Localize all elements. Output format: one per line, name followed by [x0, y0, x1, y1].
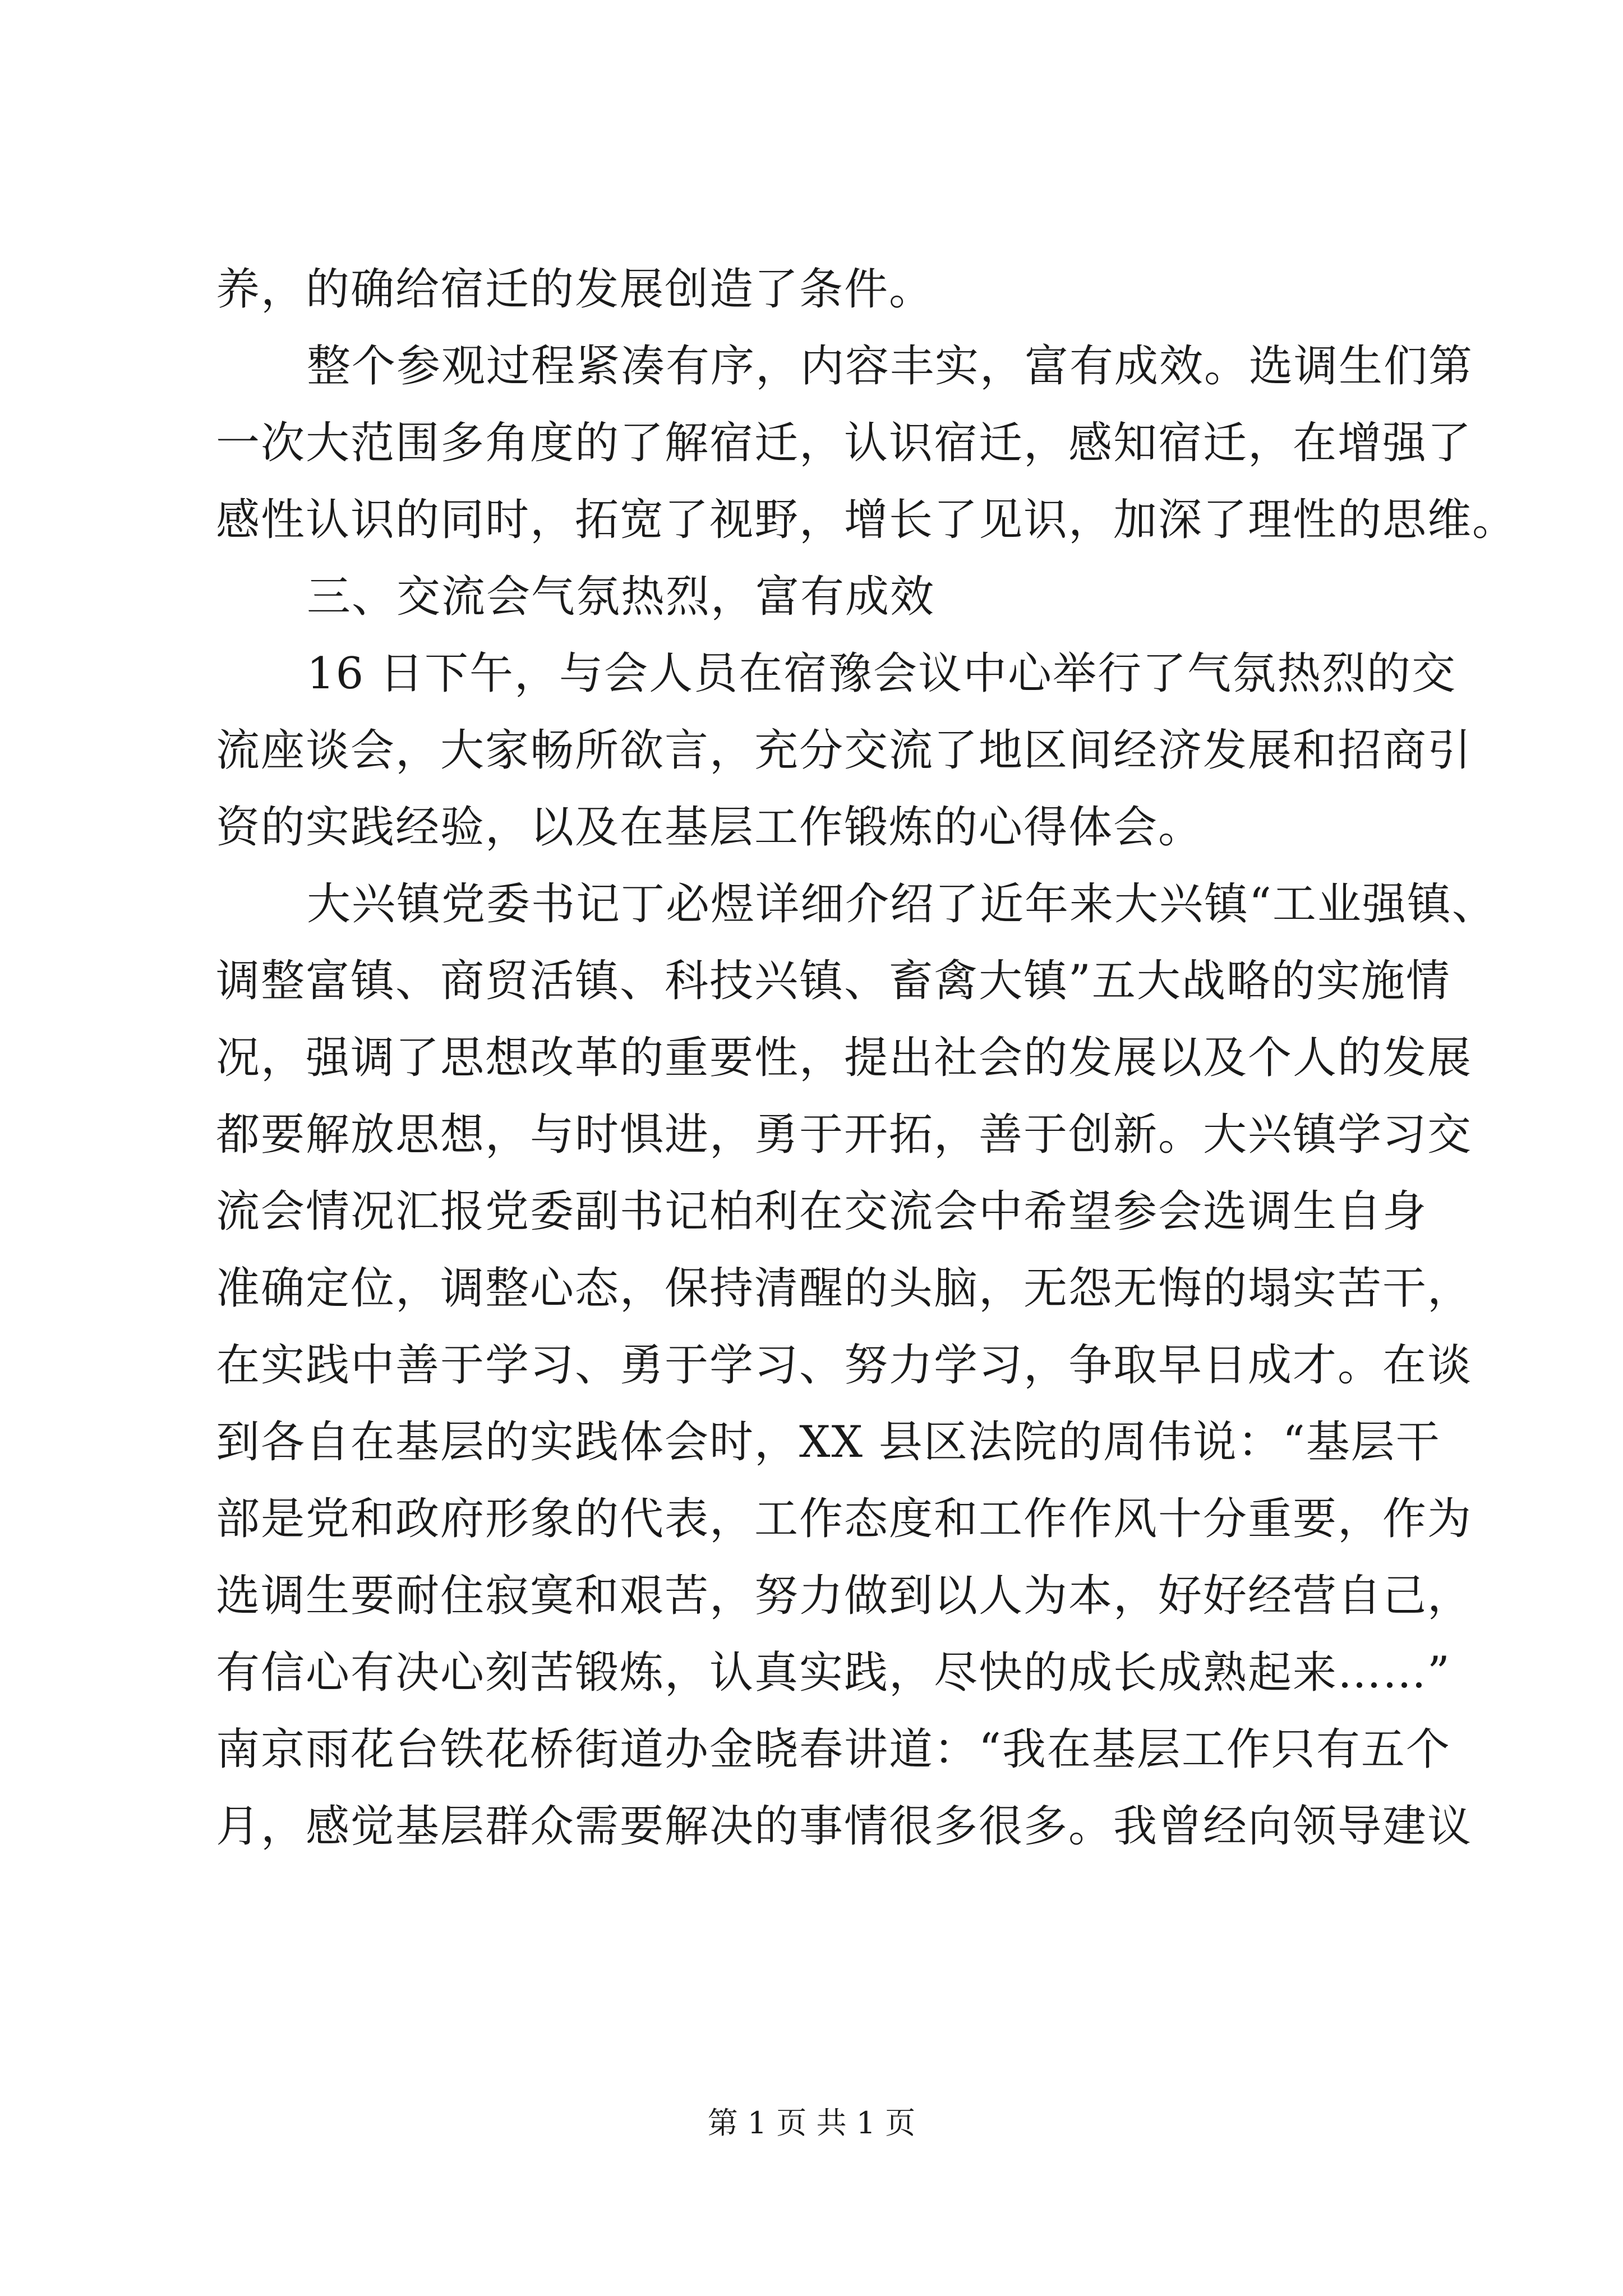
text-line: 月，感觉基层群众需要解决的事情很多很多。我曾经向领导建议 — [216, 1801, 1473, 1852]
text-line: 流座谈会，大家畅所欲言，充分交流了地区间经济发展和招商引 — [216, 725, 1473, 776]
text-line: 整个参观过程紧凑有序，内容丰实，富有成效。选调生们第 — [307, 341, 1474, 392]
text-line: 在实践中善于学习、勇于学习、努力学习，争取早日成才。在谈 — [216, 1340, 1473, 1391]
text-line: 16 日下午，与会人员在宿豫会议中心举行了气氛热烈的交 — [307, 648, 1457, 699]
text-line: 流会情况汇报党委副书记柏利在交流会中希望参会选调生自身 — [216, 1186, 1428, 1237]
document-body — [216, 251, 1518, 1865]
text-line: 准确定位，调整心态，保持清醒的头脑，无怨无悔的塌实苦干， — [216, 1263, 1473, 1314]
page-number-label: 第 1 页 共 1 页 — [707, 2105, 916, 2141]
text-line: 养，的确给宿迁的发展创造了条件。 — [216, 264, 934, 315]
text-line: 感性认识的同时，拓宽了视野，增长了见识，加深了理性的思维。 — [216, 495, 1518, 545]
page-footer — [0, 2101, 1623, 2146]
text-line: 资的实践经验，以及在基层工作锻炼的心得体会。 — [216, 802, 1204, 853]
text-line: 一次大范围多角度的了解宿迁，认识宿迁，感知宿迁，在增强了 — [216, 418, 1473, 468]
text-line: 况，强调了思想改革的重要性，提出社会的发展以及个人的发展 — [216, 1033, 1473, 1083]
text-line: 南京雨花台铁花桥街道办金晓春讲道：“我在基层工作只有五个 — [216, 1724, 1451, 1775]
text-line: 都要解放思想，与时惧进，勇于开拓，善于创新。大兴镇学习交 — [216, 1110, 1473, 1160]
text-line: 部是党和政府形象的代表，工作态度和工作作风十分重要，作为 — [216, 1494, 1473, 1544]
text-line: 有信心有决心刻苦锻炼，认真实践，尽快的成长成熟起来……” — [216, 1648, 1451, 1698]
text-line: 到各自在基层的实践体会时，XX 县区法院的周伟说：“基层干 — [216, 1417, 1441, 1467]
section-heading: 三、交流会气氛热烈，富有成效 — [307, 572, 935, 622]
text-line: 选调生要耐住寂寞和艰苦，努力做到以人为本，好好经营自己， — [216, 1571, 1473, 1621]
text-line: 调整富镇、商贸活镇、科技兴镇、畜禽大镇”五大战略的实施情 — [216, 956, 1451, 1006]
text-line: 大兴镇党委书记丁必煜详细介绍了近年来大兴镇“工业强镇、 — [307, 879, 1497, 930]
